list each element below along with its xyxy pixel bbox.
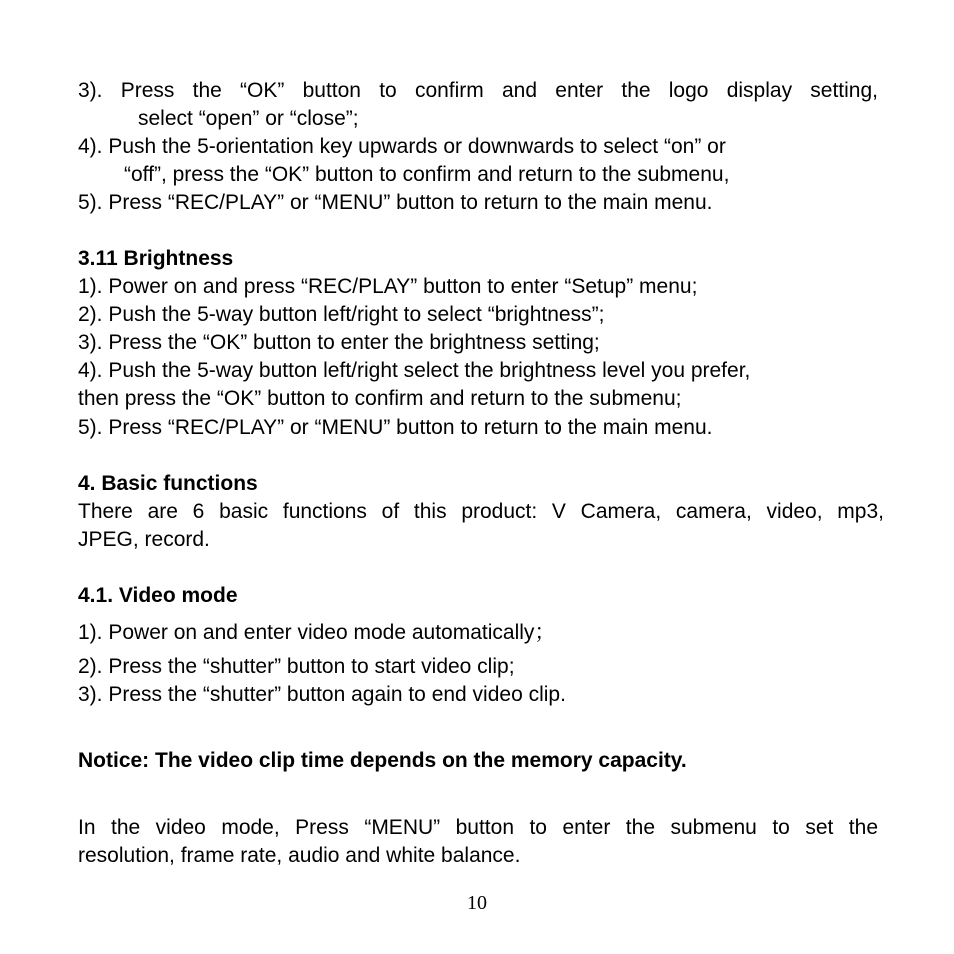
- logo-step-3-line-1: 3). Press the “OK” button to confirm and enter the logo display setting,: [78, 79, 878, 102]
- video-step-1: 1). Power on and enter video mode automatically；: [78, 621, 556, 644]
- brightness-step-5: 5). Press “REC/PLAY” or “MENU” button to return to the main menu.: [78, 416, 713, 439]
- brightness-heading: 3.11 Brightness: [78, 247, 234, 270]
- brightness-step-1: 1). Power on and press “REC/PLAY” button to enter “Setup” menu;: [78, 275, 698, 298]
- brightness-step-2: 2). Push the 5-way button left/right to select “brightness”;: [78, 303, 605, 326]
- basic-functions-line-1: There are 6 basic functions of this product: V Camera, camera, video, mp3,: [78, 500, 884, 523]
- basic-functions-heading: 4. Basic functions: [78, 472, 258, 495]
- video-paragraph-line-1: In the video mode, Press “MENU” button to enter the submenu to set the: [78, 816, 878, 839]
- logo-step-3-line-2: select “open” or “close”;: [138, 107, 359, 130]
- video-mode-heading: 4.1. Video mode: [78, 584, 238, 607]
- video-step-3: 3). Press the “shutter” button again to end video clip.: [78, 683, 566, 706]
- video-notice: Notice: The video clip time depends on the memory capacity.: [78, 749, 687, 772]
- brightness-step-4-line-2: then press the “OK” button to confirm and return to the submenu;: [78, 387, 682, 410]
- page-number: 10: [467, 892, 487, 914]
- video-step-2: 2). Press the “shutter” button to start video clip;: [78, 655, 515, 678]
- video-paragraph-line-2: resolution, frame rate, audio and white balance.: [78, 844, 521, 867]
- basic-functions-line-2: JPEG, record.: [78, 528, 210, 551]
- brightness-step-3: 3). Press the “OK” button to enter the brightness setting;: [78, 331, 600, 354]
- logo-step-5: 5). Press “REC/PLAY” or “MENU” button to return to the main menu.: [78, 191, 713, 214]
- brightness-step-4-line-1: 4). Push the 5-way button left/right select the brightness level you prefer,: [78, 359, 751, 382]
- logo-step-4-line-1: 4). Push the 5-orientation key upwards or downwards to select “on” or: [78, 135, 726, 158]
- logo-step-4-line-2: “off”, press the “OK” button to confirm and return to the submenu,: [124, 163, 730, 186]
